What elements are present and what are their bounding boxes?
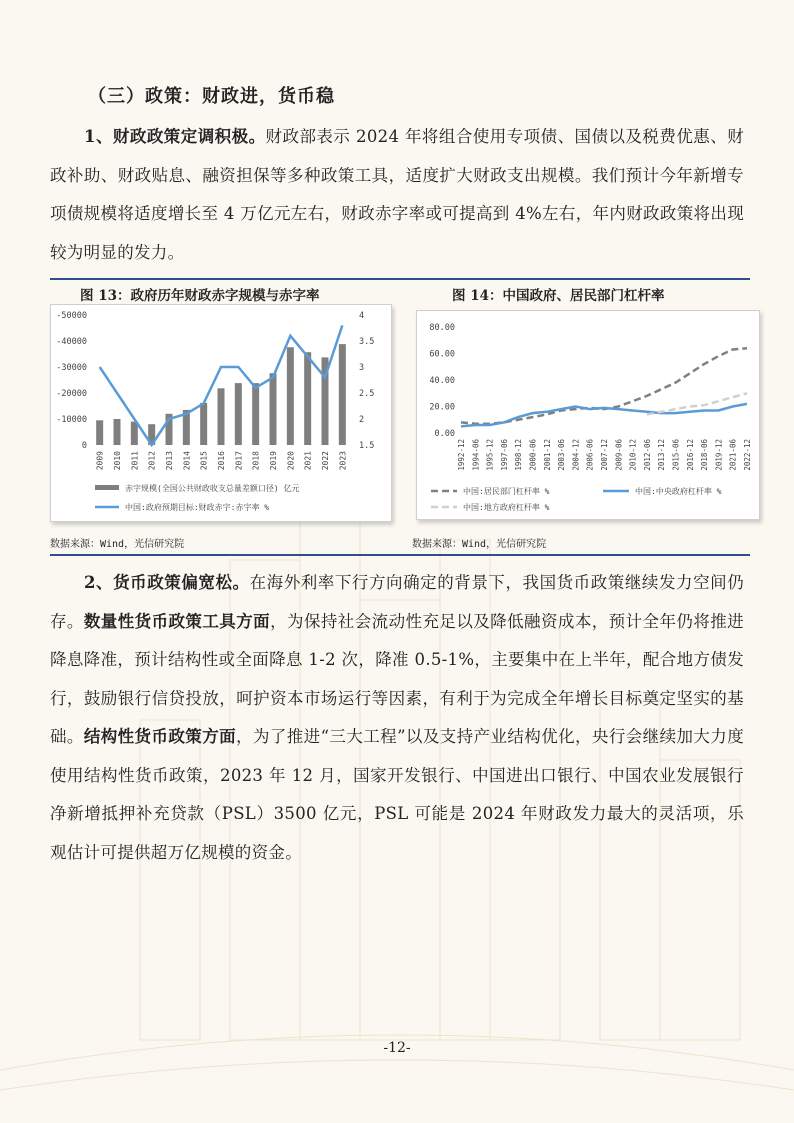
y-right-tick-label: 2 [359, 415, 365, 425]
legend-bar-swatch [95, 485, 119, 490]
y-tick-label: 0.00 [434, 429, 455, 439]
deficit-bar [131, 422, 138, 445]
y-left-tick-label: -20000 [56, 389, 87, 399]
x-tick-label: 2022 [321, 451, 330, 471]
x-tick-label: 2012-06 [642, 439, 652, 471]
figure-top-rule [50, 278, 750, 280]
x-tick-label: 2023 [338, 451, 348, 471]
x-tick-label: 2018-06 [700, 439, 710, 471]
y-right-tick-label: 1.5 [359, 441, 375, 451]
x-tick-label: 2004-12 [571, 439, 581, 471]
fiscal-policy-lead: 1、财政政策定调积极。 [84, 127, 266, 146]
structural-tools-heading: 结构性货币政策方面 [83, 727, 237, 746]
y-tick-label: 20.00 [429, 402, 455, 413]
figure-13-chart [50, 304, 392, 522]
x-tick-label: 2018 [251, 451, 261, 471]
legend-label: 中国:居民部门杠杆率 % [463, 487, 550, 496]
y-tick-label: 40.00 [429, 376, 455, 386]
monetary-text-1: 在海外利率下行方向确定的背景下，我国货币政策继续发力空间仍存。 [50, 573, 745, 631]
x-tick-label: 2013 [165, 451, 174, 471]
fiscal-policy-text: 财政部表示 2024 年将组合使用专项债、国债以及税费优惠、财政补助、财政贴息、融资担保等多种政策工具，适度扩大财政支出规模。我们预计今年新增专项债规模将适度增长至 4 万亿元左右，财政赤字率或可提高到 4%左右，年内财政政策将出现较为明显的发力。 [50, 127, 744, 262]
x-tick-label: 2015 [199, 451, 209, 471]
figure-bottom-rule [50, 554, 750, 556]
y-right-tick-label: 3.5 [359, 337, 375, 347]
figure-13-source: 数据来源：Wind，光信研究院 [50, 539, 185, 550]
y-left-tick-label: -50000 [56, 311, 87, 321]
section-heading: （三）政策：财政进，货币稳 [88, 86, 335, 107]
y-right-tick-label: 3 [359, 363, 365, 373]
x-tick-label: 2001-12 [542, 439, 552, 471]
legend-line-label: 中国:政府预期目标:财政赤字:赤字率 % [125, 503, 270, 512]
x-tick-label: 2014 [182, 451, 192, 471]
x-tick-label: 2006-06 [585, 439, 595, 471]
legend-bar-label: 赤字规模(全国公共财政收支总量差额口径) 亿元 [125, 484, 300, 493]
x-tick-label: 1998-12 [514, 439, 524, 471]
y-tick-label: 60.00 [429, 349, 455, 360]
figure-13-title: 图 13：政府历年财政赤字规模与赤字率 [80, 288, 320, 304]
x-tick-label: 2010 [113, 451, 122, 471]
x-tick-label: 2021 [303, 451, 313, 471]
deficit-bar [252, 383, 259, 445]
y-right-tick-label: 2.5 [359, 389, 375, 399]
x-tick-label: 1997-06 [499, 439, 509, 471]
y-right-tick-label: 4 [359, 311, 365, 321]
monetary-text-3: ，为了推进“三大工程”以及支持产业结构优化，央行会继续加大力度使用结构性货币政策，2023 年 12 月，国家开发银行、中国进出口银行、中国农业发展银行净新增抵押补充贷款（PSL）3500 亿元，PSL 可能是 2024 年财政发力最大的灵活项，乐观估计可提供超万亿规模的资金。 [50, 727, 745, 862]
x-tick-label: 2016 [217, 451, 226, 471]
deficit-bar [287, 347, 294, 445]
y-tick-label: 80.00 [429, 323, 455, 333]
x-tick-label: 2013-12 [657, 439, 667, 471]
page-number: -12- [383, 1040, 411, 1056]
deficit-bar [200, 403, 207, 445]
deficit-bar [96, 420, 103, 445]
x-tick-label: 2011 [130, 451, 140, 471]
fiscal-policy-paragraph [50, 118, 744, 272]
x-tick-label: 2015-06 [671, 439, 681, 471]
x-tick-label: 2007-12 [600, 439, 609, 471]
x-tick-label: 2009-06 [614, 439, 624, 471]
x-tick-label: 2016-12 [685, 439, 695, 471]
x-tick-label: 2017 [234, 451, 244, 471]
y-left-tick-label: -40000 [56, 337, 87, 347]
leverage-chart-svg [417, 311, 759, 519]
monetary-text-2: ，为保持社会流动性充足以及降低融资成本，预计全年仍将推进降息降准，预计结构性或全面降息 1-2 次，降准 0.5-1%，主要集中在上半年，配合地方债发行，鼓励银行信贷投放，呵护资本市场运行等因素，有利于为完成全年增长目标奠定坚实的基础。 [50, 611, 744, 746]
legend-label: 中国:中央政府杠杆率 % [635, 487, 722, 496]
x-tick-label: 2022-12 [743, 439, 752, 471]
x-tick-label: 2019 [269, 451, 278, 471]
x-tick-label: 2020 [286, 451, 296, 471]
figure-14-title: 图 14：中国政府、居民部门杠杆率 [452, 288, 665, 304]
monetary-policy-lead: 2、货币政策偏宽松。 [84, 573, 250, 592]
y-left-tick-label: 0 [81, 441, 87, 451]
monetary-policy-paragraph [50, 564, 744, 872]
household-leverage-line [461, 348, 747, 424]
x-tick-label: 2012 [147, 451, 157, 471]
x-tick-label: 1995-12 [485, 439, 495, 471]
deficit-bar [270, 373, 277, 445]
y-left-tick-label: -10000 [56, 415, 87, 425]
figure-14-source: 数据来源：Wind，光信研究院 [412, 539, 547, 550]
deficit-bar [339, 344, 346, 445]
x-tick-label: 2010-12 [628, 439, 638, 471]
deficit-bar [218, 388, 225, 445]
x-tick-label: 1992-12 [457, 439, 466, 471]
deficit-bar [114, 419, 121, 445]
deficit-bar [304, 352, 311, 445]
deficit-bar [235, 383, 242, 445]
legend-label: 中国:地方政府杠杆率 % [463, 503, 550, 512]
x-tick-label: 2000-06 [528, 439, 538, 471]
central-gov-leverage-line [461, 404, 747, 427]
x-tick-label: 2021-06 [728, 439, 738, 471]
y-left-tick-label: -30000 [56, 363, 87, 373]
x-tick-label: 2009 [95, 451, 105, 471]
deficit-chart-svg [51, 305, 391, 521]
quantitative-tools-heading: 数量性货币政策工具方面 [83, 611, 271, 631]
x-tick-label: 2003-06 [557, 439, 567, 471]
x-tick-label: 2019-12 [714, 439, 724, 471]
x-tick-label: 1994-06 [471, 439, 481, 471]
figure-14-chart [416, 310, 760, 520]
